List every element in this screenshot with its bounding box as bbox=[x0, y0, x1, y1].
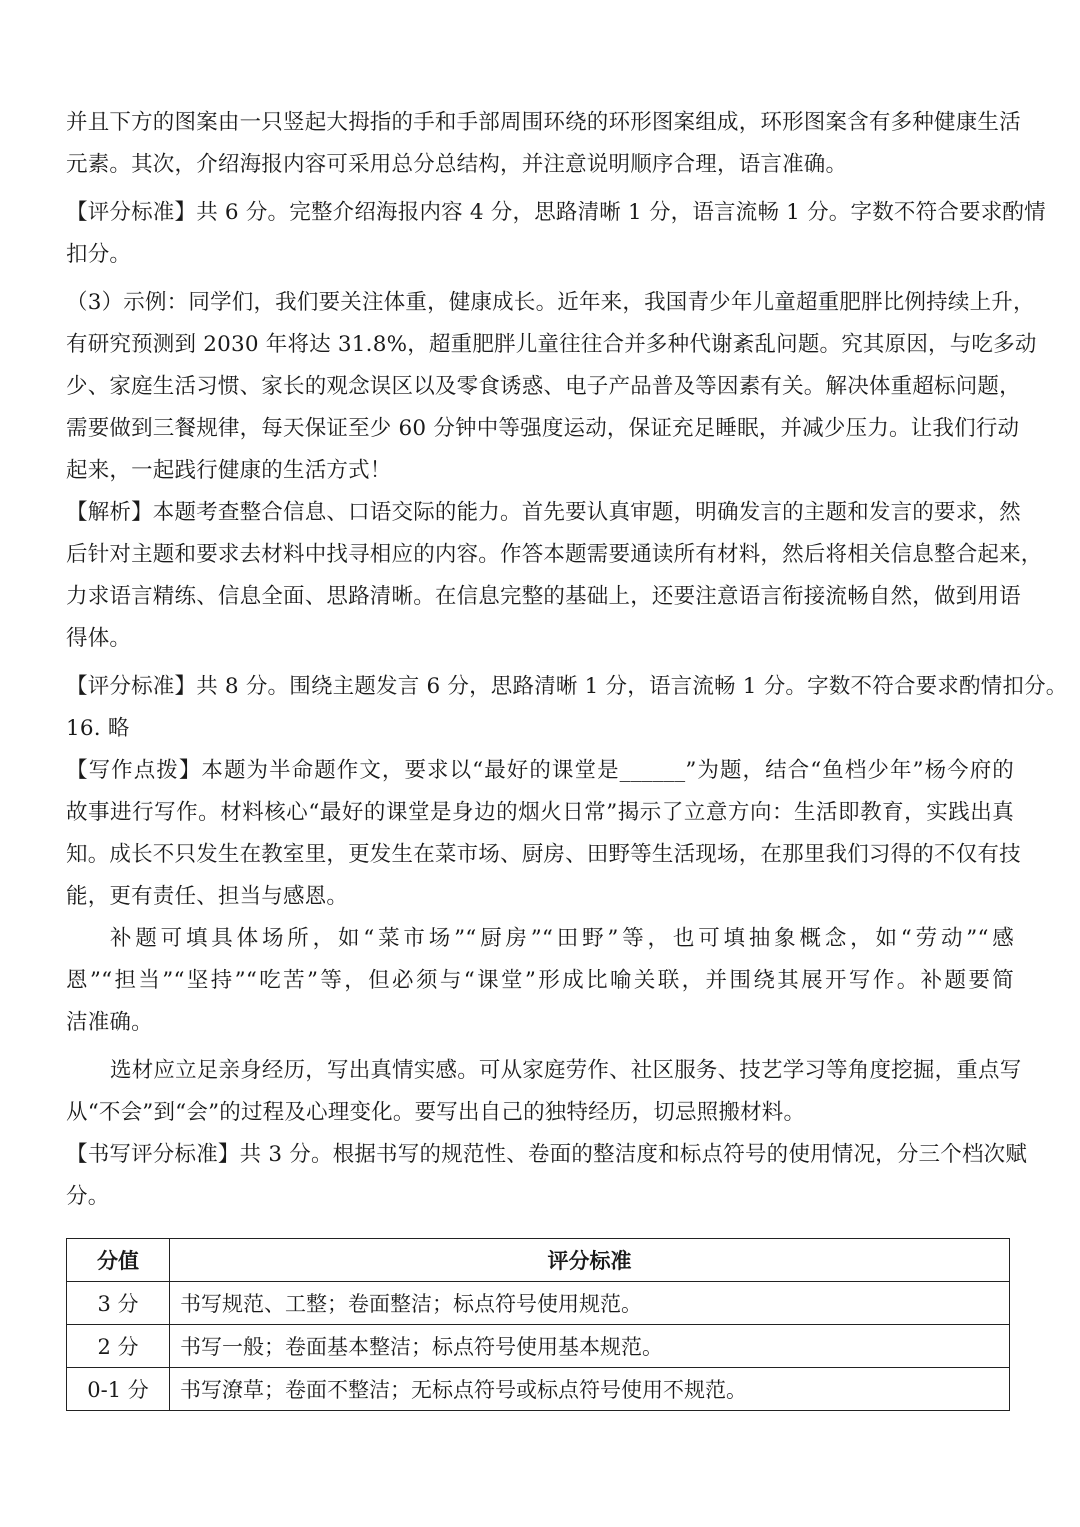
analysis-line: 力求语言精练、信息全面、思路清晰。在信息完整的基础上，还要注意语言衔接流畅自然，做到用语 bbox=[66, 584, 1021, 609]
writing-guide-line: 选材应立足亲身经历，写出真情实感。可从家庭劳作、社区服务、技艺学习等角度挖掘，重点写 bbox=[110, 1058, 1022, 1083]
example-answer-line: 有研究预测到 2030 年将达 31.8%，超重肥胖儿童往往合并多种代谢紊乱问题。究其原因，与吃多动 bbox=[66, 332, 1037, 357]
writing-guide-line: 补题可填具体场所，如“菜市场”“厨房”“田野”等，也可填抽象概念，如“劳动”“感 bbox=[110, 926, 1014, 951]
writing-guide-line: 故事进行写作。材料核心“最好的课堂是身边的烟火日常”揭示了立意方向：生活即教育，实践出真 bbox=[66, 800, 1014, 825]
handwriting-criteria-line: 【书写评分标准】共 3 分。根据书写的规范性、卷面的整洁度和标点符号的使用情况，分三个档次赋 bbox=[66, 1142, 1028, 1167]
writing-guide-line: 洁准确。 bbox=[66, 1010, 153, 1035]
table-row bbox=[67, 1282, 1010, 1325]
writing-guide-line: 能，更有责任、担当与感恩。 bbox=[66, 884, 349, 909]
body-text-line: 元素。其次，介绍海报内容可采用总分总结构，并注意说明顺序合理，语言准确。 bbox=[66, 152, 848, 177]
writing-guide-line: 从“不会”到“会”的过程及心理变化。要写出自己的独特经历，切忌照搬材料。 bbox=[66, 1100, 806, 1125]
scoring-criteria-line: 扣分。 bbox=[66, 242, 132, 267]
scoring-criteria-line: 【评分标准】共 6 分。完整介绍海报内容 4 分，思路清晰 1 分，语言流畅 1 分。字数不符合要求酌情 bbox=[66, 200, 1046, 225]
writing-guide-line: 【写作点拨】本题为半命题作文，要求以“最好的课堂是______”为题，结合“鱼档少年”杨今府的 bbox=[66, 758, 1014, 783]
table-header-criteria: 评分标准 bbox=[170, 1239, 1010, 1282]
table-cell-score: 3 分 bbox=[67, 1282, 170, 1325]
table-header-row bbox=[67, 1239, 1010, 1282]
table-cell-criteria: 书写规范、工整；卷面整洁；标点符号使用规范。 bbox=[170, 1282, 1010, 1325]
table-cell-criteria: 书写一般；卷面基本整洁；标点符号使用基本规范。 bbox=[170, 1325, 1010, 1368]
analysis-line: 后针对主题和要求去材料中找寻相应的内容。作答本题需要通读所有材料，然后将相关信息整合起来， bbox=[66, 542, 1043, 567]
example-answer-line: 起来，一起践行健康的生活方式！ bbox=[66, 458, 392, 483]
writing-guide-line: 恩”“担当”“坚持”“吃苦”等，但必须与“课堂”形成比喻关联，并围绕其展开写作。补题要简 bbox=[66, 968, 1014, 993]
table-row bbox=[67, 1368, 1010, 1411]
analysis-line: 【解析】本题考查整合信息、口语交际的能力。首先要认真审题，明确发言的主题和发言的要求，然 bbox=[66, 500, 1021, 525]
handwriting-criteria-line: 分。 bbox=[66, 1184, 110, 1209]
example-answer-line: 少、家庭生活习惯、家长的观念误区以及零食诱惑、电子产品普及等因素有关。解决体重超标问题， bbox=[66, 374, 1021, 399]
analysis-line: 得体。 bbox=[66, 626, 132, 651]
writing-guide-line: 知。成长不只发生在教室里，更发生在菜市场、厨房、田野等生活现场，在那里我们习得的不仅有技 bbox=[66, 842, 1021, 867]
table-cell-criteria: 书写潦草；卷面不整洁；无标点符号或标点符号使用不规范。 bbox=[170, 1368, 1010, 1411]
example-answer-line: （3）示例：同学们，我们要关注体重，健康成长。近年来，我国青少年儿童超重肥胖比例持续上升， bbox=[66, 290, 1035, 315]
handwriting-score-table bbox=[66, 1238, 1010, 1411]
question-number-line: 16. 略 bbox=[66, 716, 130, 741]
table-header-score: 分值 bbox=[67, 1239, 170, 1282]
table-row bbox=[67, 1325, 1010, 1368]
body-text-line: 并且下方的图案由一只竖起大拇指的手和手部周围环绕的环形图案组成，环形图案含有多种健康生活 bbox=[66, 110, 1021, 135]
example-answer-line: 需要做到三餐规律，每天保证至少 60 分钟中等强度运动，保证充足睡眠，并减少压力。让我们行动 bbox=[66, 416, 1020, 441]
table-cell-score: 2 分 bbox=[67, 1325, 170, 1368]
scoring-criteria-line: 【评分标准】共 8 分。围绕主题发言 6 分，思路清晰 1 分，语言流畅 1 分。字数不符合要求酌情扣分。 bbox=[66, 674, 1068, 699]
table-cell-score: 0-1 分 bbox=[67, 1368, 170, 1411]
